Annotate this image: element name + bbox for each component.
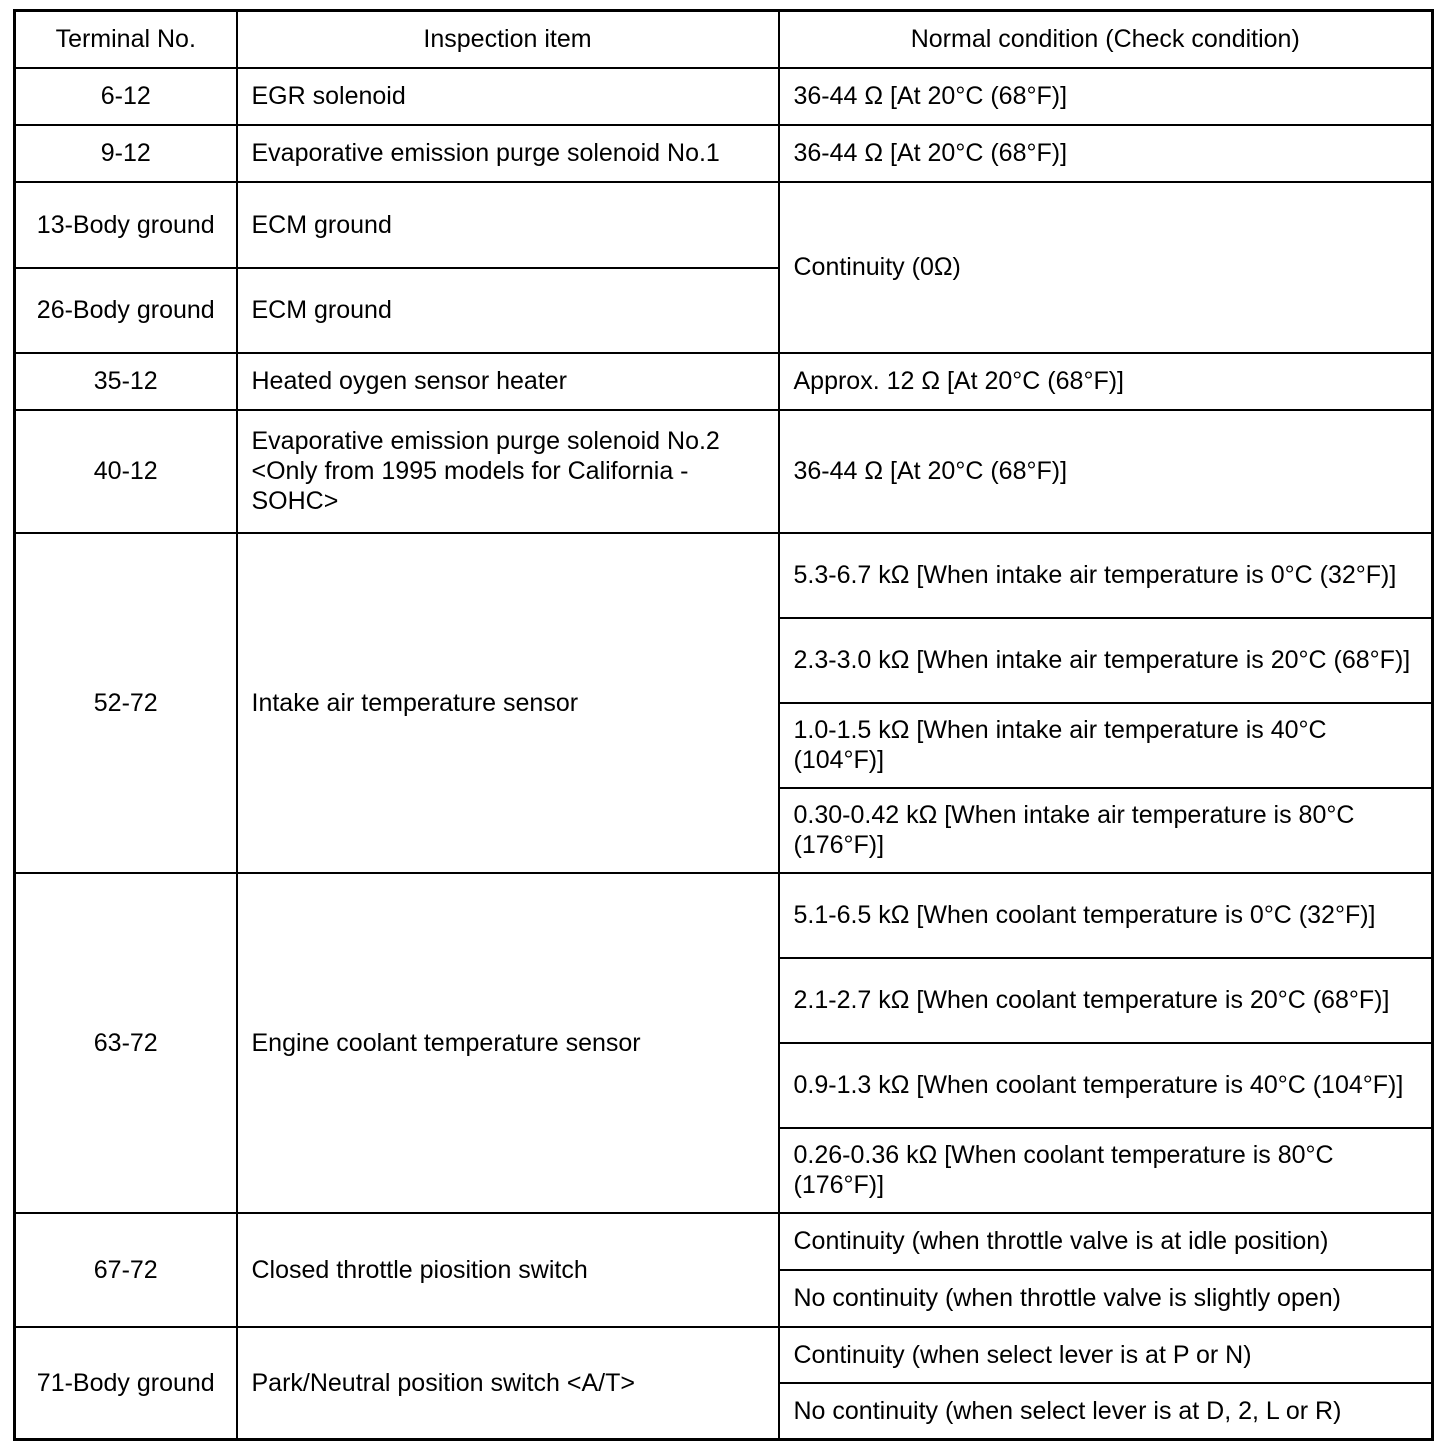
inspection-item-cell: Evaporative emission purge solenoid No.1 (237, 125, 779, 182)
header-normal-condition: Normal condition (Check condition) (779, 11, 1433, 68)
table-row (15, 182, 1433, 268)
condition-cell: 36-44 Ω [At 20°C (68°F)] (779, 125, 1433, 182)
condition-cell: Continuity (when throttle valve is at idle position) (779, 1213, 1433, 1270)
inspection-item-cell: Heated oygen sensor heater (237, 353, 779, 410)
table-row (15, 125, 1433, 182)
table-row (15, 68, 1433, 125)
condition-cell: 5.3-6.7 kΩ [When intake air temperature is 0°C (32°F)] (779, 533, 1433, 618)
condition-cell: 0.26-0.36 kΩ [When coolant temperature is 80°C (176°F)] (779, 1128, 1433, 1213)
terminal-cell: 40-12 (15, 410, 237, 533)
condition-cell: 36-44 Ω [At 20°C (68°F)] (779, 410, 1433, 533)
table-row (15, 1213, 1433, 1270)
table-row (15, 533, 1433, 618)
inspection-item-cell: Intake air temperature sensor (237, 533, 779, 873)
table-row (15, 410, 1433, 533)
condition-cell: 1.0-1.5 kΩ [When intake air temperature is 40°C (104°F)] (779, 703, 1433, 788)
condition-cell: Continuity (when select lever is at P or N) (779, 1327, 1433, 1383)
condition-cell: 2.1-2.7 kΩ [When coolant temperature is 20°C (68°F)] (779, 958, 1433, 1043)
condition-cell: No continuity (when select lever is at D, 2, L or R) (779, 1383, 1433, 1440)
condition-cell: 0.9-1.3 kΩ [When coolant temperature is 40°C (104°F)] (779, 1043, 1433, 1128)
inspection-item-cell: ECM ground (237, 182, 779, 268)
inspection-item-cell: Evaporative emission purge solenoid No.2 <Only from 1995 models for California - SOHC> (237, 410, 779, 533)
terminal-cell: 35-12 (15, 353, 237, 410)
inspection-item-cell: EGR solenoid (237, 68, 779, 125)
table-row (15, 873, 1433, 958)
inspection-item-cell: Engine coolant temperature sensor (237, 873, 779, 1213)
inspection-item-cell: Park/Neutral position switch <A/T> (237, 1327, 779, 1440)
header-inspection-item: Inspection item (237, 11, 779, 68)
terminal-cell: 9-12 (15, 125, 237, 182)
condition-cell: 2.3-3.0 kΩ [When intake air temperature is 20°C (68°F)] (779, 618, 1433, 703)
condition-cell: 5.1-6.5 kΩ [When coolant temperature is 0°C (32°F)] (779, 873, 1433, 958)
inspection-table (13, 9, 1434, 1441)
terminal-cell: 63-72 (15, 873, 237, 1213)
terminal-cell: 6-12 (15, 68, 237, 125)
condition-cell: Approx. 12 Ω [At 20°C (68°F)] (779, 353, 1433, 410)
terminal-cell: 67-72 (15, 1213, 237, 1327)
inspection-item-cell: ECM ground (237, 268, 779, 353)
inspection-item-cell: Closed throttle piosition switch (237, 1213, 779, 1327)
header-terminal: Terminal No. (15, 11, 237, 68)
terminal-cell: 71-Body ground (15, 1327, 237, 1440)
condition-cell: Continuity (0Ω) (779, 182, 1433, 353)
table-row (15, 1327, 1433, 1383)
terminal-cell: 52-72 (15, 533, 237, 873)
terminal-cell: 26-Body ground (15, 268, 237, 353)
terminal-cell: 13-Body ground (15, 182, 237, 268)
table-row (15, 353, 1433, 410)
condition-cell: 36-44 Ω [At 20°C (68°F)] (779, 68, 1433, 125)
condition-cell: No continuity (when throttle valve is slightly open) (779, 1270, 1433, 1327)
condition-cell: 0.30-0.42 kΩ [When intake air temperature is 80°C (176°F)] (779, 788, 1433, 873)
header-row (15, 11, 1433, 68)
